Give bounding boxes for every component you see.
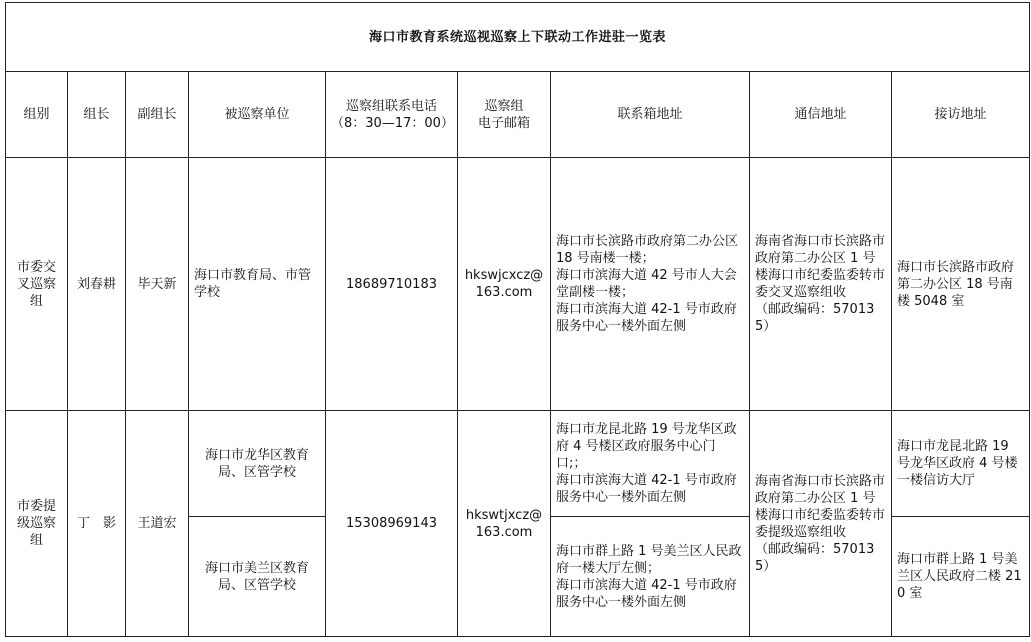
header-phone-hours: （8：30—17：00）: [331, 115, 454, 131]
postal-code: （邮政编码：570135）: [755, 541, 875, 574]
leader-cell: 丁 影: [68, 411, 126, 637]
mailbox-line: 海口市滨海大道 42-1 号市政府服务中心一楼外面左侧: [556, 577, 737, 610]
email-cell: hkswjcxcz@163.com: [458, 158, 551, 411]
postal-address: 海南省海口市长滨路市政府第二办公区 1 号楼海口市纪委监委转市委交叉巡察组收: [755, 234, 886, 300]
postal-cell: [750, 411, 892, 637]
visit-cell: 海口市群上路 1 号美兰区人民政府二楼 210 室: [892, 517, 1030, 637]
header-leader: 组长: [68, 72, 126, 158]
postal-cell: [750, 158, 892, 411]
mailbox-line: 海口市滨海大道 42-1 号市政府服务中心一楼外面左侧: [556, 473, 737, 505]
header-unit: 被巡察单位: [189, 72, 326, 158]
phone-cell: 18689710183: [326, 158, 458, 411]
table-row: [6, 411, 1030, 517]
document-sheet: [5, 2, 1029, 637]
mailbox-line: 海口市龙昆北路 19 号龙华区政府 4 号楼区政府服务中心门口;；: [556, 422, 737, 471]
deputy-cell: 王道宏: [126, 411, 189, 637]
postal-address: 海南省海口市长滨路市政府第二办公区 1 号楼海口市纪委监委转市委提级巡察组收: [755, 473, 886, 540]
group-cell: 市委提级巡察组: [6, 411, 68, 637]
mailbox-line: 海口市滨海大道 42-1 号市政府服务中心一楼外面左侧: [556, 302, 737, 334]
header-email-line1: 巡察组: [484, 98, 524, 114]
header-visit: 接访地址: [892, 72, 1030, 158]
header-deputy: 副组长: [126, 72, 189, 158]
leader-cell: 刘春耕: [68, 158, 126, 411]
header-email: [458, 72, 551, 158]
mailbox-line: 海口市长滨路市政府第二办公区 18 号南楼一楼；: [556, 234, 739, 266]
header-phone: [326, 72, 458, 158]
email-cell: hkswtjxcz@163.com: [458, 411, 551, 637]
mailbox-cell: [551, 517, 750, 637]
table-row: [6, 158, 1030, 411]
header-row: [6, 72, 1030, 158]
visit-cell: 海口市龙昆北路 19 号龙华区政府 4 号楼一楼信访大厅: [892, 411, 1030, 517]
unit-cell: 海口市教育局、市管学校: [189, 158, 326, 411]
inspection-table: [5, 2, 1030, 637]
unit-cell: 海口市美兰区教育局、区管学校: [189, 517, 326, 637]
group-cell: 市委交叉巡察组: [6, 158, 68, 411]
deputy-cell: 毕天新: [126, 158, 189, 411]
mailbox-line: 海口市群上路 1 号美兰区人民政府一楼大厅左侧；: [556, 543, 742, 576]
header-email-line2: 电子邮箱: [477, 115, 530, 131]
header-group: 组别: [6, 72, 68, 158]
header-mailbox: 联系箱地址: [551, 72, 750, 158]
unit-cell: 海口市龙华区教育局、区管学校: [189, 411, 326, 517]
mailbox-cell: [551, 411, 750, 517]
header-phone-label: 巡察组联系电话: [345, 98, 437, 114]
visit-cell: 海口市长滨路市政府第二办公区 18 号南楼 5048 室: [892, 158, 1030, 411]
table-title: 海口市教育系统巡视巡察上下联动工作进驻一览表: [6, 3, 1030, 72]
header-postal: 通信地址: [750, 72, 892, 158]
phone-cell: 15308969143: [326, 411, 458, 637]
postal-code: （邮政编码：570135）: [755, 302, 875, 334]
mailbox-cell: [551, 158, 750, 411]
mailbox-line: 海口市滨海大道 42 号市人大会堂副楼一楼；: [556, 268, 737, 300]
